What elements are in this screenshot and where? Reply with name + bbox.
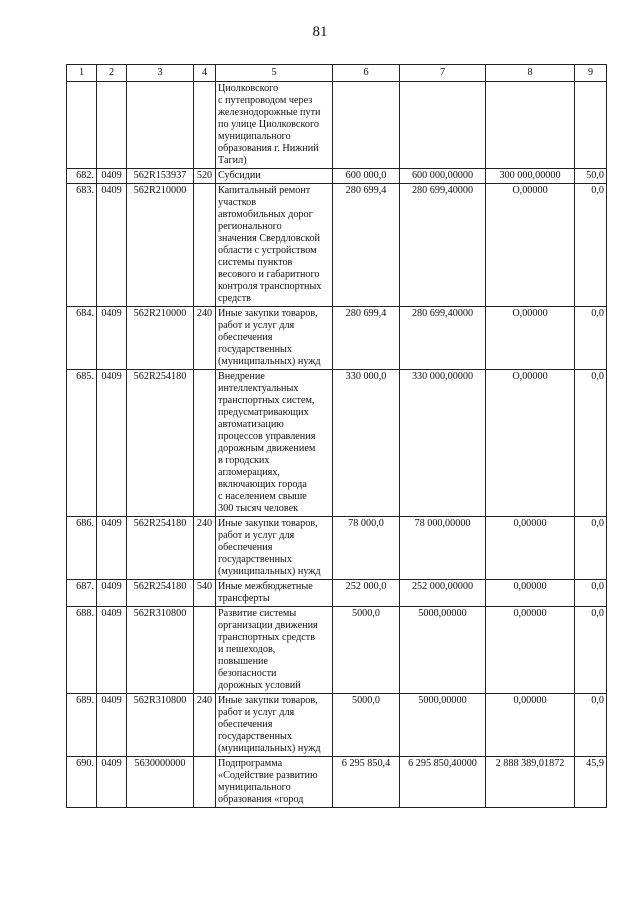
cell-section bbox=[97, 82, 127, 169]
cell-col9: 0,0 bbox=[575, 580, 607, 607]
column-header: 9 bbox=[575, 65, 607, 82]
table-body bbox=[67, 169, 607, 808]
table-row bbox=[67, 370, 607, 517]
cell-col9 bbox=[575, 82, 607, 169]
cell-col9: 0,0 bbox=[575, 307, 607, 370]
cell-col6: 280 699,4 bbox=[333, 307, 400, 370]
cell-name: Капитальный ремонт участков автомобильных дорог регионального значения Свердловской области с устройством системы пунктов весового и габаритного контроля транспортных средств bbox=[216, 184, 333, 307]
column-header: 7 bbox=[400, 65, 486, 82]
cell-col6: 5000,0 bbox=[333, 607, 400, 694]
cell-num: 683. bbox=[67, 184, 97, 307]
cell-name: Циолковского с путепроводом через железнодорожные пути по улице Циолковского муниципального образования г. Нижний Тагил) bbox=[216, 82, 333, 169]
table-row bbox=[67, 757, 607, 808]
cell-col6: 6 295 850,4 bbox=[333, 757, 400, 808]
cell-num: 690. bbox=[67, 757, 97, 808]
cell-col8: О,00000 bbox=[486, 184, 575, 307]
column-header: 2 bbox=[97, 65, 127, 82]
cell-col9: 0,0 bbox=[575, 517, 607, 580]
cell-col7: 78 000,00000 bbox=[400, 517, 486, 580]
cell-num: 689. bbox=[67, 694, 97, 757]
budget-table bbox=[66, 64, 607, 808]
column-header: 8 bbox=[486, 65, 575, 82]
cell-target: 562R254180 bbox=[127, 517, 194, 580]
cell-section: 0409 bbox=[97, 184, 127, 307]
cell-name: Иные закупки товаров, работ и услуг для обеспечения государственных (муниципальных) нужд bbox=[216, 307, 333, 370]
cell-section: 0409 bbox=[97, 370, 127, 517]
cell-section: 0409 bbox=[97, 307, 127, 370]
cell-name: Иные закупки товаров, работ и услуг для обеспечения государственных (муниципальных) нужд bbox=[216, 517, 333, 580]
cell-col6: 5000,0 bbox=[333, 694, 400, 757]
column-header: 5 bbox=[216, 65, 333, 82]
cell-num: 684. bbox=[67, 307, 97, 370]
table-row bbox=[67, 169, 607, 184]
cell-name: Развитие системы организации движения транспортных средств и пешеходов, повышение безопасности дорожных условий bbox=[216, 607, 333, 694]
cell-kind: 520 bbox=[194, 169, 216, 184]
cell-num: 685. bbox=[67, 370, 97, 517]
table-row bbox=[67, 184, 607, 307]
cell-name: Внедрение интеллектуальных транспортных систем, предусматривающих автоматизацию процессов управления дорожным движением в городских агломерациях, включающих города с населением свыше 300 тысяч человек bbox=[216, 370, 333, 517]
cell-col9: 45,9 bbox=[575, 757, 607, 808]
cell-col7: 252 000,00000 bbox=[400, 580, 486, 607]
cell-col7: 280 699,40000 bbox=[400, 184, 486, 307]
cell-col6: 280 699,4 bbox=[333, 184, 400, 307]
cell-kind: 240 bbox=[194, 694, 216, 757]
cell-name: Подпрограмма «Содействие развитию муниципального образования «город bbox=[216, 757, 333, 808]
cell-col7: 280 699,40000 bbox=[400, 307, 486, 370]
cell-col8: 2 888 389,01872 bbox=[486, 757, 575, 808]
cell-kind bbox=[194, 184, 216, 307]
cell-col8: 0,00000 bbox=[486, 517, 575, 580]
cell-name: Иные межбюджетные трансферты bbox=[216, 580, 333, 607]
cell-col7: 5000,00000 bbox=[400, 694, 486, 757]
cell-col7: 600 000,00000 bbox=[400, 169, 486, 184]
cell-num: 687. bbox=[67, 580, 97, 607]
table-row bbox=[67, 517, 607, 580]
cell-target: 562R254180 bbox=[127, 580, 194, 607]
cell-kind bbox=[194, 82, 216, 169]
cell-section: 0409 bbox=[97, 517, 127, 580]
cell-target: 562R254180 bbox=[127, 370, 194, 517]
cell-section: 0409 bbox=[97, 169, 127, 184]
cell-col8: 300 000,00000 bbox=[486, 169, 575, 184]
cell-col9: 50,0 bbox=[575, 169, 607, 184]
header-row bbox=[67, 65, 607, 82]
cell-name: Субсидии bbox=[216, 169, 333, 184]
cell-kind bbox=[194, 370, 216, 517]
cell-kind bbox=[194, 607, 216, 694]
cell-col6: 600 000,0 bbox=[333, 169, 400, 184]
table-row bbox=[67, 607, 607, 694]
cell-target bbox=[127, 82, 194, 169]
cell-num: 682. bbox=[67, 169, 97, 184]
cell-kind: 240 bbox=[194, 307, 216, 370]
cell-col6 bbox=[333, 82, 400, 169]
cell-col7: 6 295 850,40000 bbox=[400, 757, 486, 808]
column-header: 4 bbox=[194, 65, 216, 82]
cell-col8: О,00000 bbox=[486, 370, 575, 517]
cell-target: 5630000000 bbox=[127, 757, 194, 808]
cell-target: 562R310800 bbox=[127, 694, 194, 757]
column-header: 6 bbox=[333, 65, 400, 82]
table-row bbox=[67, 580, 607, 607]
cell-num bbox=[67, 82, 97, 169]
continuation-row bbox=[67, 82, 607, 169]
cell-col6: 78 000,0 bbox=[333, 517, 400, 580]
cell-target: 562R210000 bbox=[127, 307, 194, 370]
cell-target: 562R310800 bbox=[127, 607, 194, 694]
column-header: 1 bbox=[67, 65, 97, 82]
cell-section: 0409 bbox=[97, 580, 127, 607]
cell-name: Иные закупки товаров, работ и услуг для обеспечения государственных (муниципальных) нужд bbox=[216, 694, 333, 757]
cell-kind: 240 bbox=[194, 517, 216, 580]
cell-target: 562R210000 bbox=[127, 184, 194, 307]
table-row bbox=[67, 307, 607, 370]
cell-target: 562R153937 bbox=[127, 169, 194, 184]
cell-col8 bbox=[486, 82, 575, 169]
cell-col8: 0,00000 bbox=[486, 607, 575, 694]
cell-section: 0409 bbox=[97, 757, 127, 808]
cell-kind: 540 bbox=[194, 580, 216, 607]
cell-col9: 0,0 bbox=[575, 370, 607, 517]
cell-num: 686. bbox=[67, 517, 97, 580]
cell-col8: 0,00000 bbox=[486, 694, 575, 757]
cell-col8: О,00000 bbox=[486, 307, 575, 370]
cell-col7 bbox=[400, 82, 486, 169]
page-number: 81 bbox=[312, 24, 328, 40]
cell-num: 688. bbox=[67, 607, 97, 694]
cell-col9: 0,0 bbox=[575, 607, 607, 694]
cell-col7: 330 000,00000 bbox=[400, 370, 486, 517]
cell-kind bbox=[194, 757, 216, 808]
cell-col6: 252 000,0 bbox=[333, 580, 400, 607]
cell-col8: 0,00000 bbox=[486, 580, 575, 607]
cell-col9: 0,0 bbox=[575, 694, 607, 757]
cell-col6: 330 000,0 bbox=[333, 370, 400, 517]
table-row bbox=[67, 694, 607, 757]
cell-col7: 5000,00000 bbox=[400, 607, 486, 694]
cell-section: 0409 bbox=[97, 694, 127, 757]
cell-col9: 0,0 bbox=[575, 184, 607, 307]
column-header: 3 bbox=[127, 65, 194, 82]
cell-section: 0409 bbox=[97, 607, 127, 694]
